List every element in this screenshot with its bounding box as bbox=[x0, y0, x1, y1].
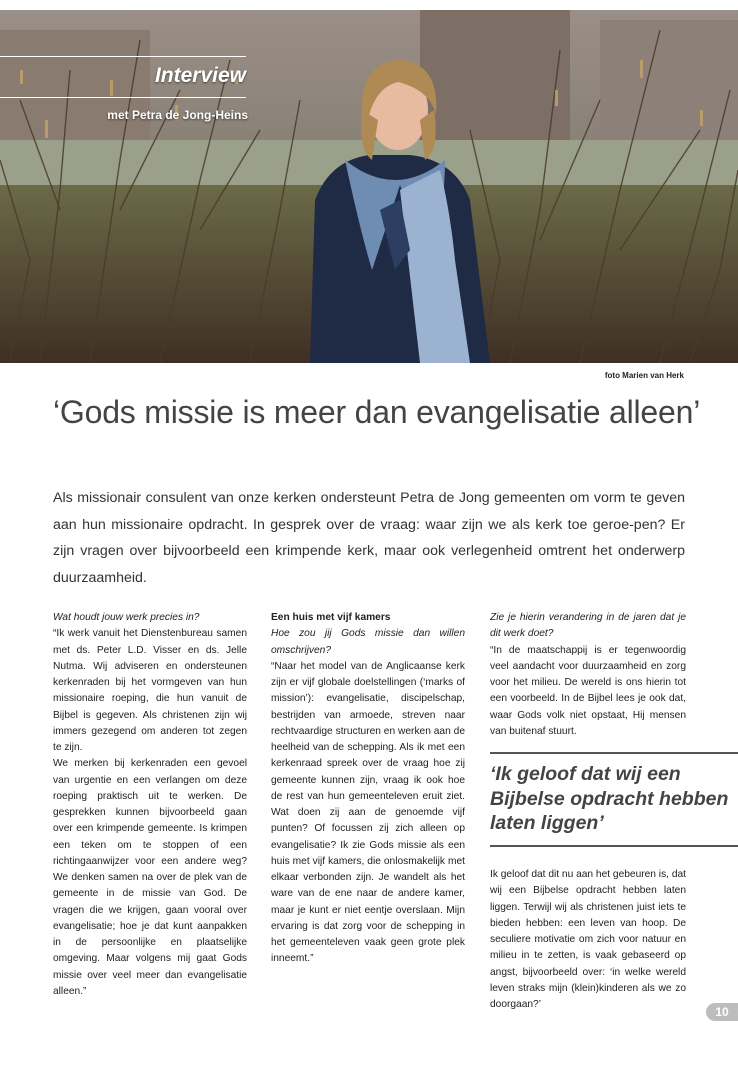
pullquote-rule-top bbox=[490, 752, 738, 754]
answer-paragraph: We merken bij kerkenraden een gevoel van urgentie en een verlangen om deze roeping praktisch uit te werken. De gesprekken kunnen bijvoorbeeld gaan over een krimpende gemeente. Is krimpen een teken om te stoppen of een richtingaanwijzer voor een andere weg? We denken samen na over de plek van de gemeente in de missie van God. De vragen die we krijgen, gaan vooral over evangelisatie; hoe je dat kunt aanpakken in de persoonlijke en plaatselijke omgeving. Maar volgens mij gaat Gods missie over veel meer dan evangelisatie alleen.” bbox=[53, 758, 247, 997]
question: Wat houdt jouw werk precies in? bbox=[53, 612, 200, 623]
question: Hoe zou jij Gods missie dan willen omschrijven? bbox=[271, 628, 465, 656]
photo-credit: foto Marien van Herk bbox=[604, 371, 684, 380]
article-column-3-continued bbox=[490, 867, 686, 1013]
question: Zie je hierin verandering in de jaren dat je dit werk doet? bbox=[490, 612, 686, 640]
portrait-photo bbox=[0, 10, 738, 363]
answer-paragraph bbox=[271, 659, 465, 968]
article-column-3 bbox=[490, 610, 686, 740]
section-title: Interview bbox=[154, 64, 246, 87]
interview-subtitle: met Petra de Jong-Heins bbox=[107, 108, 248, 122]
subheading: Een huis met vijf kamers bbox=[271, 612, 391, 623]
article-column-1 bbox=[53, 610, 247, 1000]
header-photo bbox=[0, 10, 738, 363]
answer-text: ): evangelisatie, discipelschap, bestrijden van armoede, streven naar rechtvaardige structuren en werken aan de heelheid van de schepping. Als ik met een kerkenraad spreek over de vraag hoe zij gemeente kunnen zijn, vraag ik ook hoe de rest van hun gemeenteleven eruit ziet. Wat doen zij aan de genoemde vijf punten? Of focussen zij zich alleen op evangelisatie? Ik zie Gods missie als een huis met vijf kamers, die onlosmakelijk met elkaar verbonden zijn. Je wandelt als het ware van de ene naar de andere kamer, maar je kunt er niet eentje overslaan. Mijn ervaring is dat zorg voor de schepping in het gemeenteleven vaak geen grote plek inneemt.” bbox=[271, 693, 465, 965]
page-number: 10 bbox=[706, 1003, 738, 1021]
answer-text: “Naar het model van de Anglicaanse kerk zijn er vijf globale doelstellingen (‘marks of mission’ bbox=[271, 660, 465, 705]
header-rule-bottom bbox=[0, 97, 246, 98]
article-lead: Als missionair consulent van onze kerken ondersteunt Petra de Jong gemeenten om vorm te geven aan hun missionaire opdracht. In gesprek over de vraag: waar zijn we als kerk toe geroe-pen? Er zijn vragen over bijvoorbeeld een krimpende kerk, maar ook verlegenheid omtrent het onderwerp duurzaamheid. bbox=[53, 490, 685, 586]
answer-paragraph: “In de maatschappij is er tegenwoordig veel aandacht voor duurzaamheid en zorg voor het milieu. De wereld is ons hierin tot een voorbeeld. In de Bijbel lees je ook dat, waar Gods volk niet opstaat, Hij mensen van buitenaf stuurt. bbox=[490, 644, 686, 737]
article-column-2 bbox=[271, 610, 465, 968]
answer-paragraph: “Ik werk vanuit het Dienstenbureau samen met ds. Peter L.D. Visser en ds. Jelle Nutma. Wij adviseren en ondersteunen kerkenraden bij het vormgeven van hun missionaire roeping, die hun vanuit de Bijbel is gegeven. Als christenen zijn wij immers gezegend om anderen tot zegen te zijn. bbox=[53, 628, 247, 753]
header-rule-top bbox=[0, 56, 246, 57]
pullquote: ‘Ik geloof dat wij een Bijbelse opdracht hebben laten liggen’ bbox=[490, 763, 729, 834]
answer-paragraph: Ik geloof dat dit nu aan het gebeuren is, dat wij een Bijbelse opdracht hebben laten liggen. Terwijl wij als christenen juist iets te bieden hebben: een leven van hoop. De seculiere motivatie om zich voor natuur en milieu in te zetten, is vaak gebaseerd op angst, bijvoorbeeld over: ‘in welke wereld leven straks mijn (klein)kinderen als we zo doorgaan?’ bbox=[490, 869, 686, 1010]
article-headline: ‘Gods missie is meer dan evangelisatie alleen’ bbox=[53, 394, 701, 430]
pullquote-rule-bottom bbox=[490, 845, 738, 847]
